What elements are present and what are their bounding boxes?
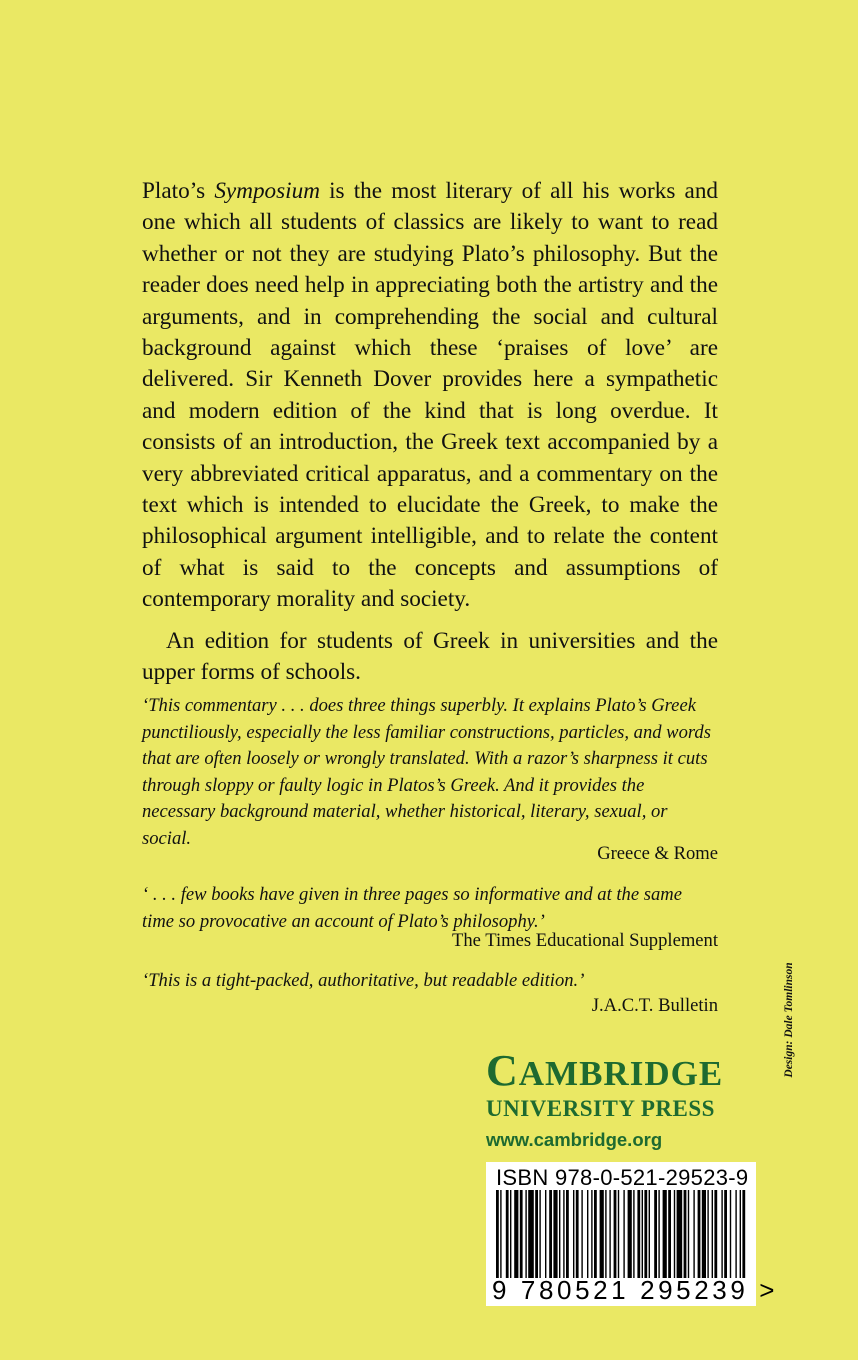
barcode-bar	[581, 1190, 582, 1278]
review-source-greece-rome: Greece & Rome	[597, 843, 718, 864]
barcode-bar	[545, 1190, 546, 1278]
publisher-name-rest: AMBRIDGE	[518, 1054, 724, 1093]
barcode-bar	[698, 1190, 701, 1278]
barcode-bar	[707, 1190, 708, 1278]
barcode-bar	[735, 1190, 736, 1278]
barcode-bar	[587, 1190, 588, 1278]
barcode-bar	[553, 1190, 557, 1278]
blurb-paragraph-2: An edition for students of Greek in universities and the upper forms of schools.	[142, 627, 718, 686]
barcode-bar	[609, 1190, 610, 1278]
barcode-bar	[566, 1190, 569, 1278]
barcode-bar	[618, 1190, 619, 1278]
isbn-label: ISBN 978-0-521-29523-9	[496, 1165, 749, 1190]
book-title-symposium: Symposium	[214, 178, 320, 204]
barcode-bar	[500, 1190, 501, 1278]
barcode-bar	[539, 1190, 540, 1278]
barcode-bar	[668, 1190, 671, 1278]
barcode-bar	[506, 1190, 509, 1278]
barcode-bar	[637, 1190, 640, 1278]
barcode-bar	[623, 1190, 624, 1278]
barcode-bar	[654, 1190, 657, 1278]
barcode-bar	[674, 1190, 675, 1278]
publisher-logo	[486, 1046, 760, 1153]
barcode-bar	[688, 1190, 689, 1278]
review-quote-jact: ‘This is a tight-packed, authoritative, but readable edition.’	[142, 970, 585, 991]
barcode-bar	[496, 1190, 499, 1278]
blurb	[142, 176, 718, 689]
barcode-bar	[724, 1190, 727, 1278]
publisher-name	[486, 1046, 760, 1095]
barcode-bar	[605, 1190, 606, 1278]
barcode-bar	[677, 1190, 683, 1278]
publisher-press: UNIVERSITY PRESS	[486, 1096, 715, 1121]
barcode-bar	[649, 1190, 650, 1278]
barcode-bar	[740, 1190, 741, 1278]
barcode-bar	[714, 1190, 717, 1278]
barcode-bar	[644, 1190, 647, 1278]
design-credit	[778, 962, 800, 1078]
barcode-bar	[600, 1190, 604, 1278]
barcode-bar	[663, 1190, 667, 1278]
barcode-bar	[693, 1190, 694, 1278]
barcode-bar	[730, 1190, 731, 1278]
barcode-bar	[591, 1190, 592, 1278]
barcode-bar	[712, 1190, 713, 1278]
review-source-jact: J.A.C.T. Bulletin	[591, 995, 718, 1016]
barcode-bar	[520, 1190, 523, 1278]
barcode-bar	[559, 1190, 560, 1278]
blurb-p1-post: is the most literary of all his works and one which all students of classics are likely to want to read whether or not they are studying Plato’s philosophy. But the reader does need help in appreciating both the artistry and the arguments, and in comprehending the social and cultural background against which these ‘praises of love’ are delivered. Sir Kenneth Dover provides here a sympathetic and modern edition of the kind that is long overdue. It consists of an introduction, the Greek text accompanied by a very abbreviated critical apparatus, and a commentary on the text which is intended to elucidate the Greek, to make the philosophical argument intelligible, and to relate the content of what is said to the concepts and assumptions of contemporary morality and society.	[142, 178, 719, 613]
barcode-bar	[721, 1190, 722, 1278]
publisher-url: www.cambridge.org	[486, 1129, 663, 1150]
barcode-bar	[628, 1190, 632, 1278]
barcode-bar	[614, 1190, 617, 1278]
barcode-bar	[528, 1190, 534, 1278]
barcode-bar	[510, 1190, 511, 1278]
barcode-bar	[535, 1190, 538, 1278]
blurb-p1-pre: Plato’s	[142, 178, 215, 204]
barcode-bar	[633, 1190, 634, 1278]
publisher-name-initial: C	[486, 1046, 519, 1095]
ean-digits: 9 780521 295239 >	[492, 1275, 779, 1305]
barcode-bar	[742, 1190, 745, 1278]
review-quote-times: ‘ . . . few books have given in three pages so informative and at the same time so provocative an account of Plato’s philosophy.’	[142, 884, 682, 932]
blurb-paragraph-1	[142, 176, 718, 616]
barcode-bar	[702, 1190, 706, 1278]
review-quote-greece-rome: ‘This commentary . . . does three things superbly. It explains Plato’s Greek punctiliously, especially the less familiar constructions, particles, and words that are often loosely or wrongly translated. With a razor’s sharpness it cuts through sloppy or faulty logic in Platos’s Greek. And it provides the necessary background material, whether historical, literary, sexual, or social.	[142, 695, 711, 849]
barcode-bar	[573, 1190, 574, 1278]
barcode-bar	[642, 1190, 643, 1278]
barcode-bar	[525, 1190, 526, 1278]
barcode-bar	[576, 1190, 579, 1278]
barcode-bar	[514, 1190, 518, 1278]
barcode-bar	[549, 1190, 552, 1278]
barcode-bar	[658, 1190, 659, 1278]
isbn-barcode	[486, 1162, 779, 1306]
barcode-bars	[494, 1190, 748, 1278]
review-source-times: The Times Educational Supplement	[452, 930, 718, 951]
barcode-bar	[594, 1190, 597, 1278]
design-credit-text: Design: Dale Tomlinson	[783, 962, 795, 1078]
barcode-bar	[684, 1190, 687, 1278]
barcode-bar	[563, 1190, 564, 1278]
